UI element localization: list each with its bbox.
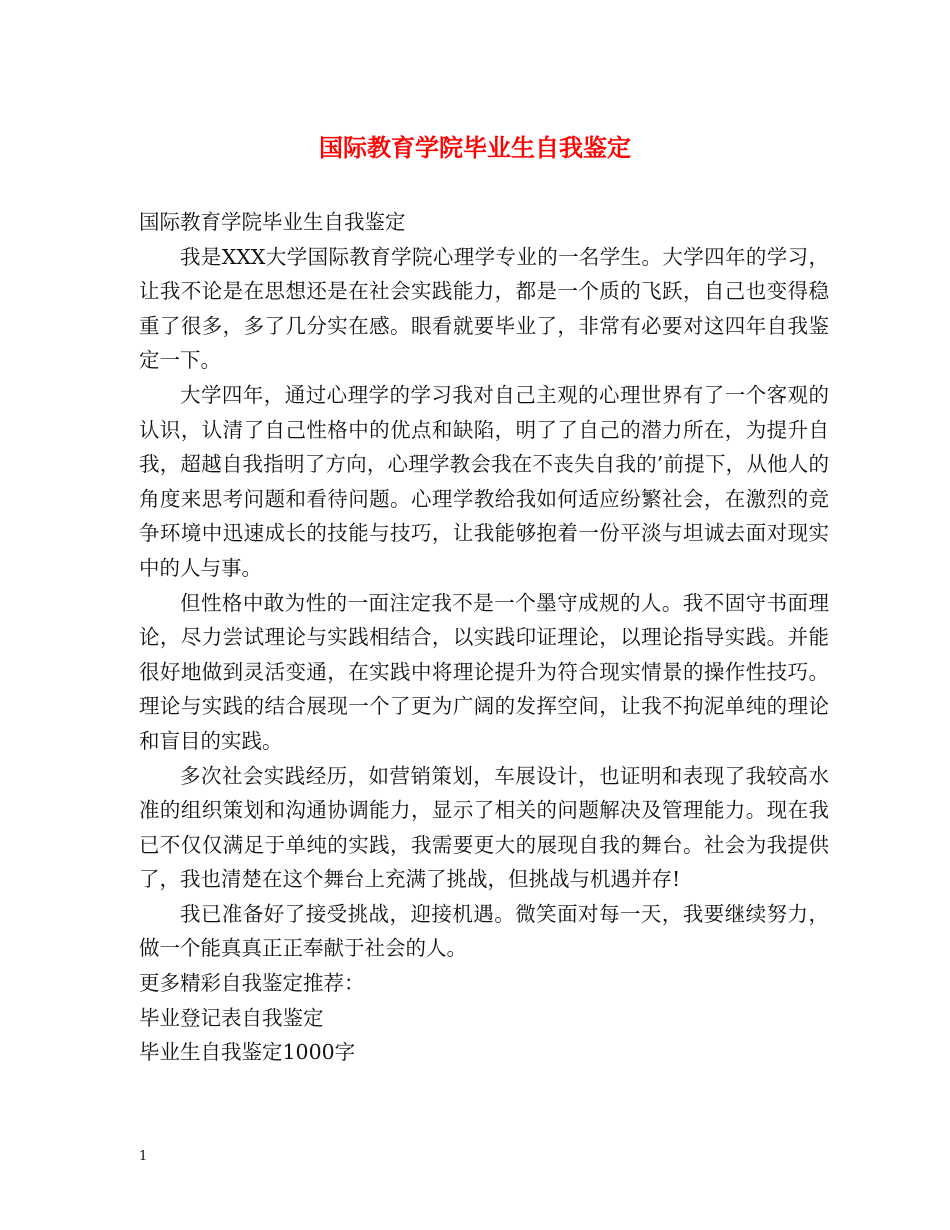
recommend-link-2[interactable]: 毕业生自我鉴定1000字 xyxy=(139,1040,356,1065)
document-title: 国际教育学院毕业生自我鉴定 xyxy=(319,133,631,162)
body-paragraph-4: 多次社会实践经历，如营销策划，车展设计，也证明和表现了我较高水准的组织策划和沟通协调能力，显示了相关的问题解决及管理能力。现在我已不仅仅满足于单纯的实践，我需要更大的展现自我的舞台。社会为我提供了，我也清楚在这个舞台上充满了挑战，但挑战与机遇并存! xyxy=(139,763,829,892)
body-paragraph-5: 我已准备好了接受挑战，迎接机遇。微笑面对每一天，我要继续努力，做一个能真真正正奉献于社会的人。 xyxy=(139,901,829,961)
body-paragraph-3: 但性格中敢为性的一面注定我不是一个墨守成规的人。我不固守书面理论，尽力尝试理论与实践相结合，以实践印证理论，以理论指导实践。并能很好地做到灵活变通，在实践中将理论提升为符合现实情景的操作性技巧。理论与实践的结合展现一个了更为广阔的发挥空间，让我不拘泥单纯的理论和盲目的实践。 xyxy=(139,590,829,753)
body-paragraph-2: 大学四年，通过心理学的学习我对自己主观的心理世界有了一个客观的认识，认清了自己性格中的优点和缺陷，明了了自己的潜力所在，为提升自我，超越自我指明了方向，心理学教会我在不丧失自我的’前提下，从他人的角度来思考问题和看待问题。心理学教给我如何适应纷繁社会，在激烈的竞争环境中迅速成长的技能与技巧，让我能够抱着一份平淡与坦诚去面对现实中的人与事。 xyxy=(139,382,829,580)
body-paragraph-1: 我是XXX大学国际教育学院心理学专业的一名学生。大学四年的学习，让我不论是在思想还是在社会实践能力，都是一个质的飞跃，自己也变得稳重了很多，多了几分实在感。眼看就要毕业了，非常有必要对这四年自我鉴定一下。 xyxy=(139,244,829,373)
recommend-link-1[interactable]: 毕业登记表自我鉴定 xyxy=(139,1005,324,1030)
document-subtitle: 国际教育学院毕业生自我鉴定 xyxy=(139,210,406,234)
recommend-heading: 更多精彩自我鉴定推荐： xyxy=(139,971,365,996)
document-body xyxy=(139,205,829,1070)
page-number: 1 xyxy=(139,1149,148,1164)
